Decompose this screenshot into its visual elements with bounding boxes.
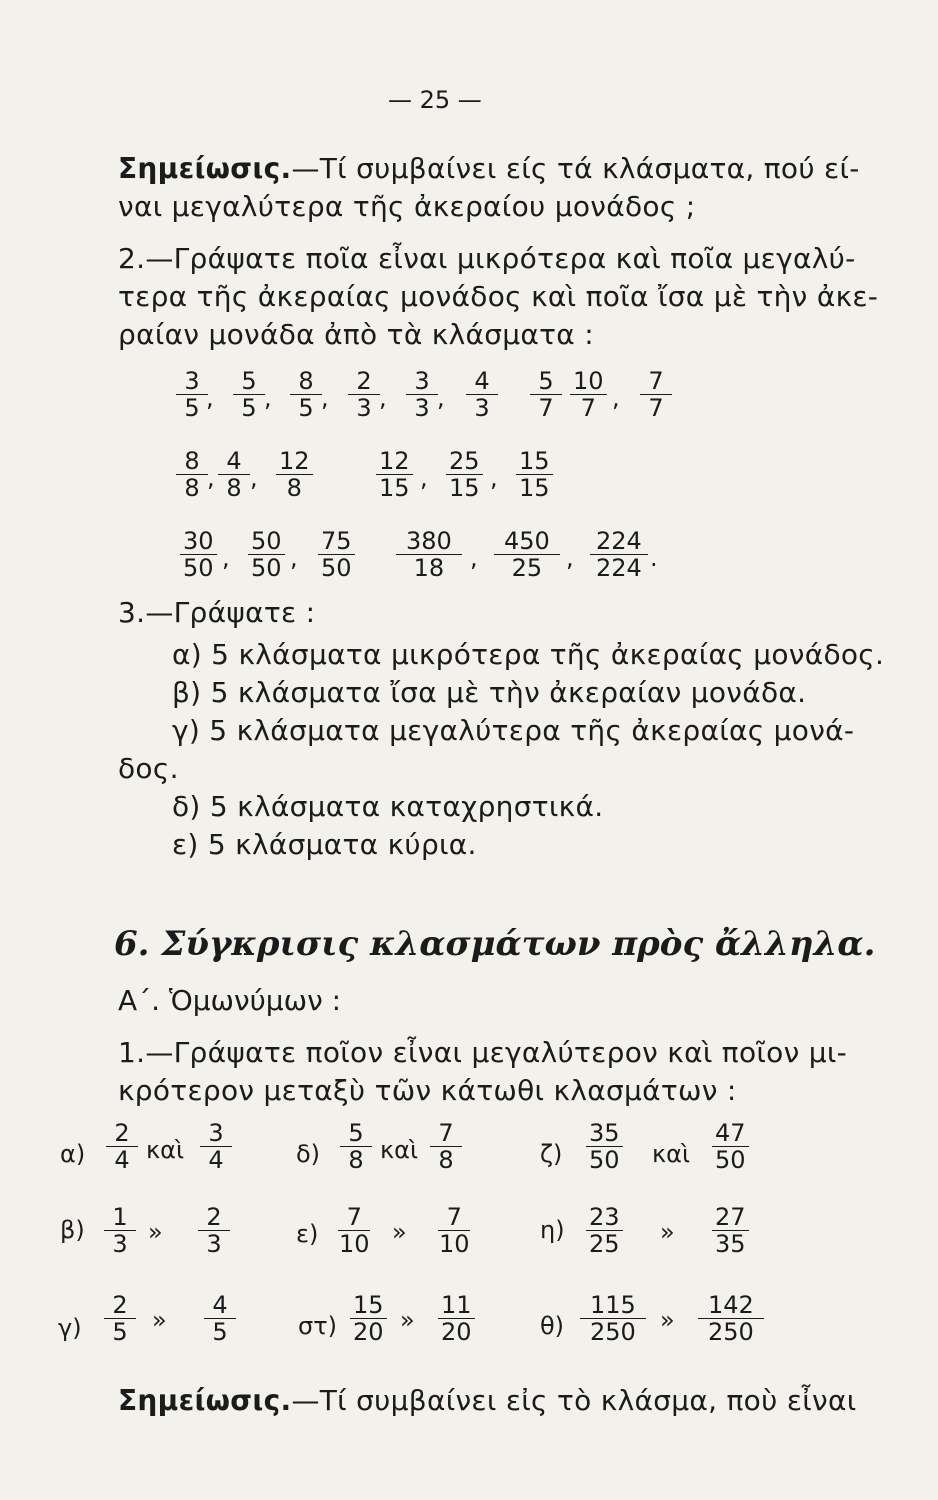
note-2-text: —Τί συμβαίνει εἰς τὸ κλάσμα, ποὺ εἶναι: [291, 1384, 857, 1417]
fraction: $\frac{115}{250}$: [580, 1292, 646, 1345]
comma: ,: [612, 384, 620, 412]
fraction: $\frac{15}{15}$: [516, 448, 553, 501]
exercise-2-line-2: τερα τῆς ἀκεραίας μονάδος καὶ ποῖα ἴσα μὲ τὴν ἀκε-: [118, 280, 879, 313]
fraction: $\frac{27}{35}$: [712, 1204, 749, 1257]
exercise-3-title: 3.—Γράψατε :: [118, 596, 316, 629]
fraction: $\frac{224}{224}$: [590, 528, 648, 581]
fraction: $\frac{8}{8}$: [176, 448, 208, 501]
fraction: $\frac{450}{25}$: [494, 528, 560, 581]
fraction: $\frac{75}{50}$: [318, 528, 355, 581]
pair-separator: καὶ: [652, 1140, 691, 1168]
fraction: $\frac{35}{50}$: [586, 1120, 623, 1173]
fraction: $\frac{8}{5}$: [290, 368, 322, 421]
fraction: $\frac{142}{250}$: [698, 1292, 764, 1345]
comma: ,: [264, 384, 272, 412]
exercise-2-line-3: ραίαν μονάδα ἀπὸ τὰ κλάσματα :: [118, 318, 594, 351]
comma: ,: [290, 544, 298, 572]
exercise-2-line-1: 2.—Γράψατε ποῖα εἶναι μικρότερα καὶ ποῖα μεγαλύ-: [118, 242, 856, 275]
section-subheading: Α΄. Ὁμωνύμων :: [118, 984, 342, 1017]
fraction: $\frac{15}{20}$: [350, 1292, 387, 1345]
fraction: $\frac{2}{3}$: [348, 368, 380, 421]
comma: ,: [470, 544, 478, 572]
comma: ,: [437, 384, 445, 412]
fraction: $\frac{2}{3}$: [198, 1204, 230, 1257]
fraction: $\frac{4}{8}$: [218, 448, 250, 501]
pair-separator: »: [400, 1306, 415, 1334]
comma: ,: [566, 544, 574, 572]
pair-label: γ): [58, 1314, 82, 1342]
fraction: $\frac{4}{5}$: [204, 1292, 236, 1345]
fraction: $\frac{12}{15}$: [376, 448, 413, 501]
pair-label: α): [60, 1140, 86, 1168]
page-number: — 25 —: [388, 86, 482, 114]
fraction: $\frac{380}{18}$: [396, 528, 462, 581]
note-1-label: Σημείωσις.: [118, 152, 292, 185]
fraction: $\frac{5}{8}$: [340, 1120, 372, 1173]
fraction: $\frac{10}{7}$: [570, 368, 607, 421]
comma: ,: [222, 544, 230, 572]
comma: ,: [420, 464, 428, 492]
pair-separator: »: [152, 1306, 167, 1334]
pair-label: στ): [298, 1312, 338, 1340]
fraction: $\frac{12}{8}$: [276, 448, 313, 501]
exercise-3-item-b: β) 5 κλάσματα ἴσα μὲ τὴν ἀκεραίαν μονάδα.: [172, 676, 807, 709]
pair-label: δ): [296, 1140, 321, 1168]
fraction: $\frac{5}{5}$: [233, 368, 265, 421]
fraction: $\frac{2}{5}$: [104, 1292, 136, 1345]
comma: ,: [206, 384, 214, 412]
pair-separator: καὶ: [146, 1136, 185, 1164]
fraction: $\frac{7}{8}$: [430, 1120, 462, 1173]
fraction: $\frac{30}{50}$: [180, 528, 217, 581]
fraction: $\frac{3}{3}$: [406, 368, 438, 421]
fraction: $\frac{11}{20}$: [438, 1292, 475, 1345]
fraction: $\frac{4}{3}$: [466, 368, 498, 421]
fraction: $\frac{25}{15}$: [446, 448, 483, 501]
pair-label: β): [60, 1216, 85, 1244]
pair-separator: »: [148, 1218, 163, 1246]
fraction: $\frac{23}{25}$: [586, 1204, 623, 1257]
fraction: $\frac{2}{4}$: [106, 1120, 138, 1173]
exercise-3-item-d: δ) 5 κλάσματα καταχρηστικά.: [172, 790, 604, 823]
pair-separator: »: [660, 1218, 675, 1246]
note-2-line: [118, 1384, 857, 1417]
comma: ,: [207, 464, 215, 492]
pair-label: η): [540, 1216, 565, 1244]
question-1-line-1: 1.—Γράψατε ποῖον εἶναι μεγαλύτερον καὶ ποῖον μι-: [118, 1036, 848, 1069]
fraction: $\frac{7}{7}$: [640, 368, 672, 421]
note-2-label: Σημείωσις.: [118, 1384, 292, 1417]
question-1-line-2: κρότερον μεταξὺ τῶν κάτωθι κλασμάτων :: [118, 1074, 737, 1107]
fraction: $\frac{3}{4}$: [200, 1120, 232, 1173]
pair-separator: »: [392, 1218, 407, 1246]
comma: ,: [490, 464, 498, 492]
comma: ,: [250, 464, 258, 492]
note-1-line-1: [118, 152, 860, 185]
note-1-text: —Τί συμβαίνει είς τά κλάσματα, πού εί-: [291, 152, 860, 185]
pair-label: ε): [296, 1220, 319, 1248]
exercise-3-item-c: γ) 5 κλάσματα μεγαλύτερα τῆς ἀκεραίας μονά-: [172, 714, 855, 747]
exercise-3-item-a: α) 5 κλάσματα μικρότερα τῆς ἀκεραίας μονάδος.: [172, 638, 885, 671]
pair-separator: καὶ: [380, 1136, 419, 1164]
comma: ,: [321, 384, 329, 412]
exercise-3-item-c-cont: δος.: [118, 752, 179, 785]
period: .: [650, 544, 658, 572]
fraction: $\frac{3}{5}$: [176, 368, 208, 421]
fraction: $\frac{50}{50}$: [248, 528, 285, 581]
fraction: $\frac{1}{3}$: [104, 1204, 136, 1257]
fraction: $\frac{7}{10}$: [339, 1203, 370, 1258]
section-heading: 6. Σύγκρισις κλασμάτων πρὸς ἄλληλα.: [114, 924, 876, 964]
pair-label: θ): [540, 1312, 565, 1340]
comma: ,: [379, 384, 387, 412]
fraction: $\frac{47}{50}$: [712, 1120, 749, 1173]
note-1-line-2: ναι μεγαλύτερα τῆς ἀκεραίου μονάδος ;: [118, 190, 696, 223]
fraction: $\frac{7}{10}$: [439, 1203, 470, 1258]
pair-label: ζ): [540, 1140, 563, 1168]
exercise-3-item-e: ε) 5 κλάσματα κύρια.: [172, 828, 477, 861]
pair-separator: »: [660, 1306, 675, 1334]
fraction: $\frac{5}{7}$: [530, 368, 562, 421]
